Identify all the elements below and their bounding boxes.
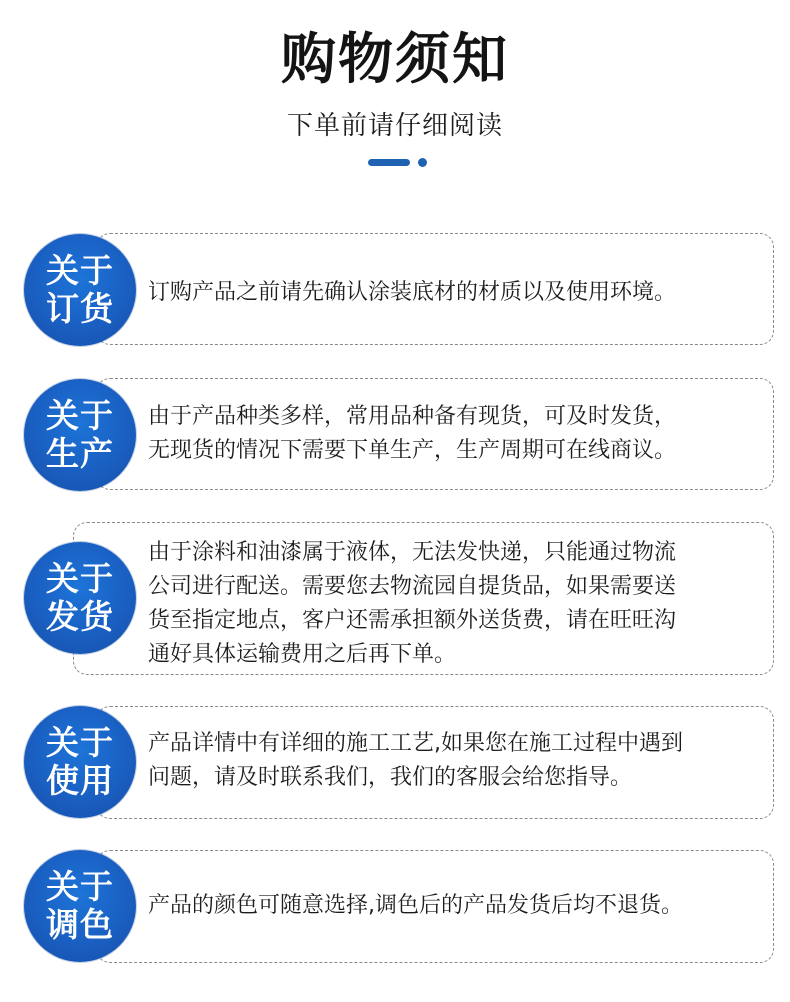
badge-ordering-line2: 订货 (46, 289, 114, 328)
notice-text-shipping (148, 536, 676, 672)
text-line: 公司进行配送。需要您去物流园自提货品，如果需要送 (148, 574, 677, 599)
badge-usage-line2: 使用 (46, 761, 114, 800)
page-subtitle: 下单前请仔细阅读 (286, 111, 503, 141)
notice-text-color (148, 889, 683, 923)
decoration-dot (418, 158, 427, 167)
text-line: 无现货的情况下需要下单生产，生产周期可在线商议。 (148, 438, 677, 463)
decoration-bar (368, 159, 410, 166)
badge-usage-line1: 关于 (46, 723, 114, 762)
text-line: 问题，请及时联系我们，我们的客服会给您指导。 (148, 765, 633, 790)
text-line: 订购产品之前请先确认涂装底材的材质以及使用环境。 (148, 280, 677, 305)
badge-ordering (24, 234, 136, 346)
notice-text-usage (148, 727, 683, 795)
text-line: 产品详情中有详细的施工工艺,如果您在施工过程中遇到 (148, 731, 683, 756)
badge-color-line2: 调色 (46, 905, 114, 944)
badge-production-line2: 生产 (46, 434, 114, 473)
badge-production (24, 379, 136, 491)
badge-color (24, 850, 136, 962)
badge-ordering-line1: 关于 (46, 251, 114, 290)
text-line: 产品的颜色可随意选择,调色后的产品发货后均不退货。 (148, 893, 683, 918)
notice-text-ordering (148, 276, 676, 310)
text-line: 货至指定地点，客户还需承担额外送货费，请在旺旺沟 (148, 608, 677, 633)
text-line: 由于产品种类多样，常用品种备有现货，可及时发货， (148, 404, 677, 429)
text-line: 由于涂料和油漆属于液体，无法发快递，只能通过物流 (148, 540, 677, 565)
badge-shipping (24, 542, 136, 654)
badge-production-line1: 关于 (46, 396, 114, 435)
badge-color-line1: 关于 (46, 867, 114, 906)
page-title: 购物须知 (280, 27, 509, 91)
title-decoration (368, 158, 428, 168)
badge-shipping-line1: 关于 (46, 559, 114, 598)
text-line: 通好具体运输费用之后再下单。 (148, 642, 457, 667)
badge-usage (24, 706, 136, 818)
badge-shipping-line2: 发货 (46, 597, 114, 636)
notice-text-production (148, 400, 676, 468)
